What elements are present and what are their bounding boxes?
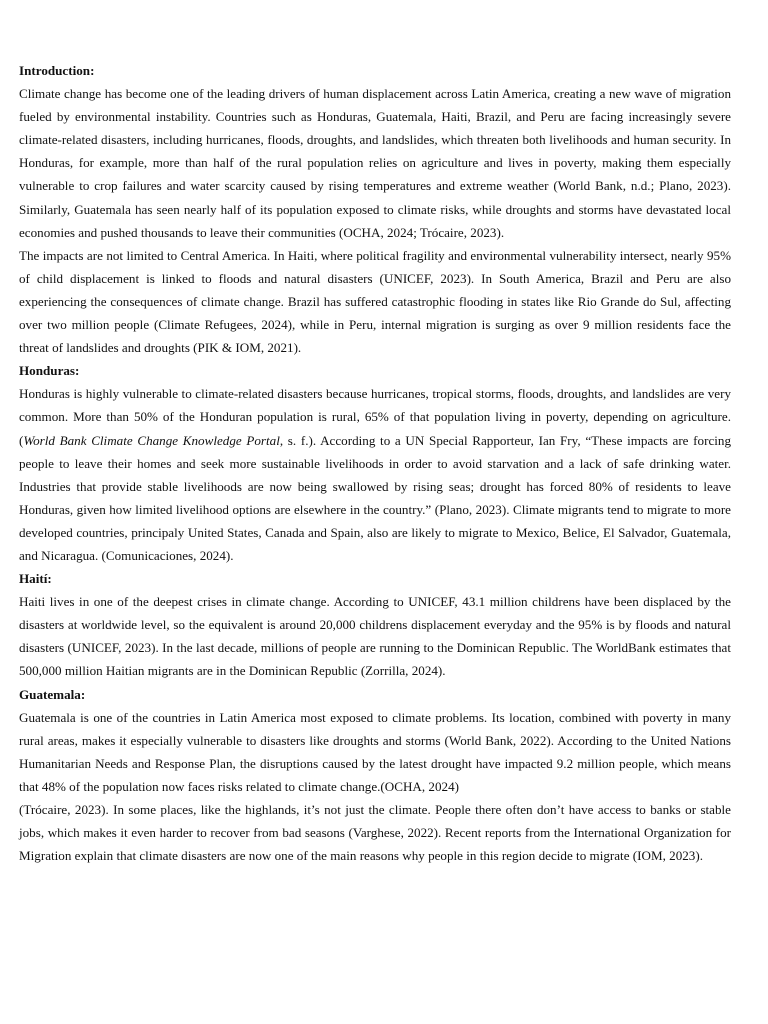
honduras-text-before-source: Honduras is highly vulnerable to climate-related disasters because hurricanes, tropical storms, floods, droughts, and landslides are very common. More than 50% of the Honduran population is rural, 65% of that population living in poverty, depending on agriculture. (: [19, 386, 731, 448]
document-body: [19, 59, 731, 867]
honduras-text-after-source: , s. f.). According to a UN Special Rapporteur, Ian Fry, “These impacts are forcing people to leave their homes and seek more sustainable livelihoods in order to avoid starvation and a lack of safe drinking water. Industries that provide stable livelihoods are now being swallowed by rising seas; drought has forced 80% of residents to leave Honduras, given how limited livelihood options are elsewhere in the country.” (Plano, 2023). Climate migrants tend to migrate to more developed countries, principaly United States, Canada and Spain, also are likely to migrate to Mexico, Belice, El Salvador, Guatemala, and Nicaragua. (Comunicaciones, 2024).: [19, 432, 731, 563]
honduras-paragraph: [19, 382, 731, 567]
guatemala-paragraph-1: Guatemala is one of the countries in Latin America most exposed to climate problems. Its location, combined with poverty in many rural areas, makes it especially vulnerable to disasters like droughts and storms (World Bank, 2022). According to the United Nations Humanitarian Needs and Response Plan, the disruptions caused by the latest drought have impacted 9.2 million people, which means that 48% of the population now faces risks related to climate change.(OCHA, 2024): [19, 709, 731, 794]
guatemala-paragraph-2: (Trócaire, 2023). In some places, like the highlands, it’s not just the climate. People there often don’t have access to banks or stable jobs, which makes it even harder to recover from bad seasons (Varghese, 2022). Recent reports from the International Organization for Migration explain that climate disasters are now one of the main reasons why people in this region decide to migrate (IOM, 2023).: [19, 802, 731, 864]
guatemala-heading: Guatemala:: [19, 686, 86, 702]
introduction-paragraph-1: Climate change has become one of the leading drivers of human displacement across Latin America, creating a new wave of migration fueled by environmental instability. Countries such as Honduras, Guatemala, Haiti, Brazil, and Peru are facing increasingly severe climate-related disasters, including hurricanes, floods, droughts, and landslides, which threaten both livelihoods and human security. In Honduras, for example, more than half of the rural population relies on agriculture and lives in poverty, making them especially vulnerable to crop failures and water scarcity caused by rising temperatures and extreme weather (World Bank, n.d.; Plano, 2023). Similarly, Guatemala has seen nearly half of its population exposed to climate risks, while droughts and storms have devastated local economies and pushed thousands to leave their communities (OCHA, 2024; Trócaire, 2023).: [19, 86, 731, 240]
introduction-heading: Introduction:: [19, 63, 95, 78]
introduction-paragraph-2: The impacts are not limited to Central America. In Haiti, where political fragility and environmental vulnerability intersect, nearly 95% of child displacement is linked to floods and natural disasters (UNICEF, 2023). In South America, Brazil and Peru are also experiencing the consequences of climate change. Brazil has suffered catastrophic flooding in states like Rio Grande do Sul, affecting over two million people (Climate Refugees, 2024), while in Peru, internal migration is surging as over 9 million residents face the threat of landslides and droughts (PIK & IOM, 2021).: [19, 247, 731, 356]
honduras-heading: Honduras:: [19, 363, 80, 379]
haiti-heading: Haití:: [19, 571, 52, 587]
honduras-italic-source: World Bank Climate Change Knowledge Portal: [23, 432, 280, 448]
haiti-paragraph: Haiti lives in one of the deepest crises in climate change. According to UNICEF, 43.1 million childrens have been displaced by the disasters at worldwide level, so the equivalent is around 20,000 childrens displacement everyday and the 95% is by floods and natural disasters (UNICEF, 2023). In the last decade, millions of people are running to the Dominican Republic. The WorldBank estimates that 500,000 million Haitian migrants are in the Dominican Republic (Zorrilla, 2024).: [19, 594, 731, 679]
